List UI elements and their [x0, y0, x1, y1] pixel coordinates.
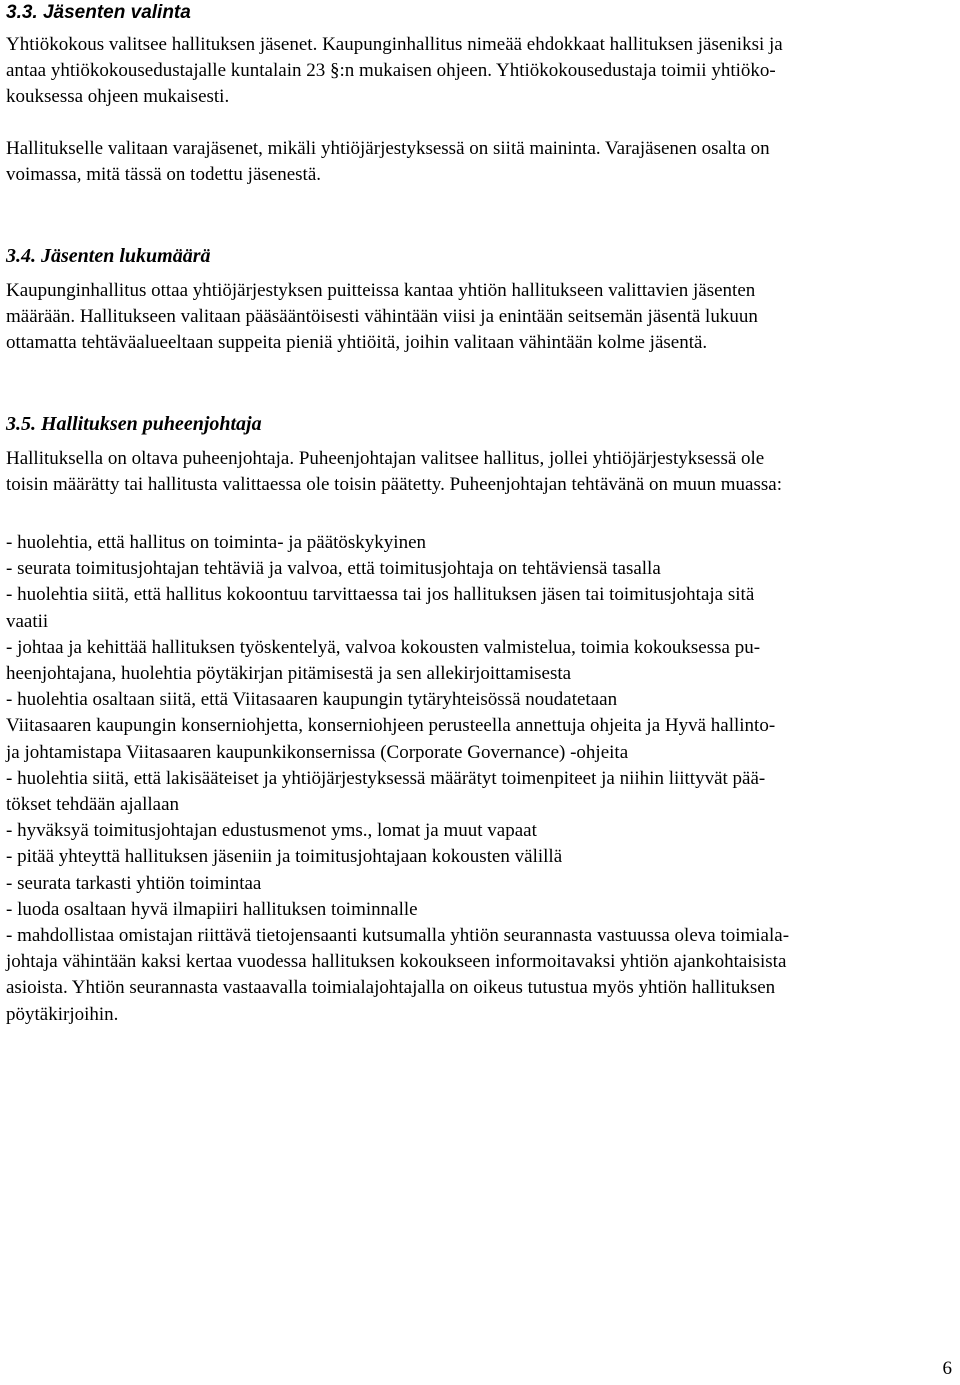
list-item: - seurata tarkasti yhtiön toimintaa — [6, 872, 262, 894]
list-item: - seurata toimitusjohtajan tehtäviä ja valvoa, että toimitusjohtaja on tehtäviensä tasalla — [6, 558, 661, 580]
paragraph-3-5-chairman — [6, 446, 946, 498]
text-line: määrään. Hallitukseen valitaan pääsääntöisesti vähintään viisi ja enintään seitsemän jäsentä lukuun — [6, 306, 758, 328]
list-item: - huolehtia osaltaan siitä, että Viitasaaren kaupungin tytäryhteisössä noudatetaan — [6, 689, 618, 711]
page-number: 6 — [942, 1358, 952, 1379]
list-item: - huolehtia, että hallitus on toiminta- ja päätöskykyinen — [6, 532, 427, 553]
text-line: Hallitukselle valitaan varajäsenet, mikäli yhtiöjärjestyksessä on siitä maininta. Varajäsenen osalta on — [6, 138, 770, 159]
paragraph-3-4-member-count — [6, 278, 946, 357]
text-line: toisin määrätty tai hallitusta valittaessa ole toisin päätetty. Puheenjohtajan tehtävänä on muun muassa: — [6, 474, 782, 496]
list-item: - huolehtia siitä, että hallitus kokoontuu tarvittaessa tai jos hallituksen jäsen tai toimitusjohtaja sitä — [6, 584, 755, 606]
list-item: heenjohtajana, huolehtia pöytäkirjan pitämisestä ja sen allekirjoittamisesta — [6, 663, 572, 685]
paragraph-3-3-election — [6, 32, 946, 111]
list-item: - pitää yhteyttä hallituksen jäseniin ja toimitusjohtajaan kokousten välillä — [6, 846, 563, 868]
section-heading-3-4: 3.4. Jäsenten lukumäärä — [6, 245, 211, 267]
section-heading-3-5: 3.5. Hallituksen puheenjohtaja — [6, 413, 262, 435]
text-line: ottamatta tehtäväalueeltaan suppeita pieniä yhtiöitä, joihin valitaan vähintään kolme jäsentä. — [6, 332, 708, 354]
list-item: asioista. Yhtiön seurannasta vastaavalla toimialajohtajalla on oikeus tutustua myös yhtiön hallituksen — [6, 977, 776, 999]
paragraph-3-3-deputies — [6, 136, 946, 188]
section-heading-3-3: 3.3. Jäsenten valinta — [6, 2, 191, 23]
list-item: - johtaa ja kehittää hallituksen työskentelyä, valvoa kokousten valmistelua, toimia kokouksessa pu- — [6, 636, 761, 658]
list-item: pöytäkirjoihin. — [6, 1003, 119, 1025]
list-item: - mahdollistaa omistajan riittävä tietojensaanti kutsumalla yhtiön seurannasta vastuussa oleva toimiala- — [6, 925, 790, 947]
list-item: Viitasaaren kaupungin konserniohjetta, konserniohjeen perusteella annettuja ohjeita ja Hyvä hallinto- — [6, 715, 776, 737]
list-item: vaatii — [6, 610, 49, 632]
text-line: voimassa, mitä tässä on todettu jäsenestä. — [6, 164, 322, 186]
list-item: ja johtamistapa Viitasaaren kaupunkikonsernissa (Corporate Governance) -ohjeita — [6, 741, 629, 763]
list-item: - huolehtia siitä, että lakisääteiset ja yhtiöjärjestyksessä määrätyt toimenpiteet ja niihin liittyvät pää- — [6, 767, 766, 789]
text-line: Hallituksella on oltava puheenjohtaja. Puheenjohtajan valitsee hallitus, jollei yhtiöjärjestyksessä ole — [6, 448, 765, 469]
list-item: - luoda osaltaan hyvä ilmapiiri hallituksen toiminnalle — [6, 898, 418, 920]
text-line: kouksessa ohjeen mukaisesti. — [6, 86, 230, 108]
list-item: - hyväksyä toimitusjohtajan edustusmenot yms., lomat ja muut vapaat — [6, 820, 537, 842]
text-line: Yhtiökokous valitsee hallituksen jäsenet. Kaupunginhallitus nimeää ehdokkaat hallituksen jäseniksi ja — [6, 34, 783, 55]
list-item: johtaja vähintään kaksi kertaa vuodessa hallituksen kokoukseen informoitavaksi yhtiön ajankohtaisista — [6, 951, 787, 973]
text-line: Kaupunginhallitus ottaa yhtiöjärjestyksen puitteissa kantaa yhtiön hallitukseen valittavien jäsenten — [6, 280, 756, 301]
chairman-duties-list — [6, 530, 954, 1028]
text-line: antaa yhtiökokousedustajalle kuntalain 23 §:n mukaisen ohjeen. Yhtiökokousedustaja toimii yhtiöko- — [6, 60, 776, 82]
list-item: tökset tehdään ajallaan — [6, 794, 180, 816]
